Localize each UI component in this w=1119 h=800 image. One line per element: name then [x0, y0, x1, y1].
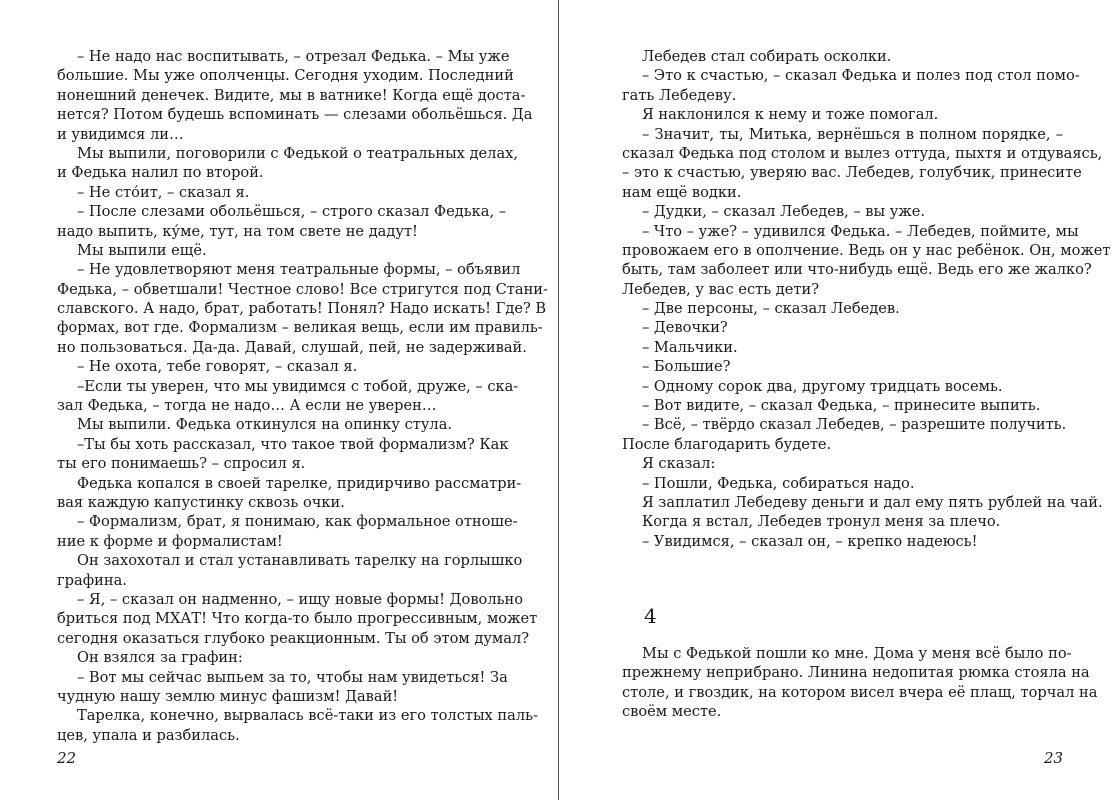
- text-line: бриться под МХАТ! Что когда-то было прогрессивным, может: [57, 610, 538, 628]
- text-line: – Вот мы сейчас выпьем за то, чтобы нам увидеться! За: [77, 668, 508, 686]
- text-line: – Дудки, – сказал Лебедев, – вы уже.: [642, 203, 926, 221]
- text-line: –Если ты уверен, что мы увидимся с тобой, друже, – ска-: [77, 377, 519, 395]
- text-line: – Не удовлетворяют меня театральные формы, – объявил: [77, 261, 521, 279]
- text-line: Мы с Федькой пошли ко мне. Дома у меня всё было по-: [642, 645, 1072, 662]
- text-line: гать Лебедеву.: [622, 86, 737, 104]
- text-line: ты его понимаешь? – спросил я.: [57, 455, 306, 473]
- text-line: – Одному сорок два, другому тридцать восемь.: [642, 377, 1003, 395]
- text-line: славского. А надо, брат, работать! Понял? Надо искать! Где? В: [57, 300, 547, 318]
- text-line: – это к счастью, уверяю вас. Лебедев, голубчик, принесите: [622, 164, 1082, 182]
- text-line: – Я, – сказал он надменно, – ищу новые формы! Довольно: [77, 590, 524, 608]
- text-line: сказал Федька под столом и вылез оттуда, пыхтя и отдуваясь,: [622, 144, 1103, 162]
- text-line: – Формализм, брат, я понимаю, как формальное отноше-: [77, 513, 518, 531]
- text-line: нам ещё водки.: [622, 183, 742, 201]
- text-line: вая каждую капустинку сквозь очки.: [57, 493, 345, 511]
- chapter-number: 4: [644, 604, 657, 628]
- text-line: – Не охота, тебе говорят, – сказал я.: [77, 358, 358, 376]
- text-line: и Федька налил по второй.: [57, 164, 264, 182]
- text-line: – Большие?: [642, 358, 731, 376]
- text-line: столе, и гвоздик, на котором висел вчера её плащ, торчал на: [622, 683, 1098, 701]
- text-line: – Что – уже? – удивился Федька. – Лебедев, поймите, мы: [642, 222, 1079, 240]
- text-line: Лебедев, у вас есть дети?: [622, 280, 820, 298]
- text-line: быть, там заболеет или что-нибудь ещё. Ведь его же жалко?: [622, 261, 1092, 279]
- page-number-right: 23: [1044, 749, 1064, 767]
- text-line: Федька, – обветшали! Честное слово! Все стригутся под Стани-: [57, 280, 548, 298]
- text-line: – Вот видите, – сказал Федька, – принесите выпить.: [642, 397, 1041, 415]
- page-number-left: 22: [57, 749, 77, 767]
- text-line: –Ты бы хоть рассказал, что такое твой формализм? Как: [77, 435, 509, 453]
- text-line: Когда я встал, Лебедев тронул меня за плечо.: [642, 513, 1001, 531]
- text-line: зал Федька, – тогда не надо… А если не уверен…: [57, 397, 437, 415]
- text-line: большие. Мы уже ополченцы. Сегодня уходим. Последний: [57, 67, 514, 85]
- text-line: чудную нашу землю минус фашизм! Давай!: [57, 687, 399, 705]
- text-line: графина.: [57, 571, 127, 589]
- text-line: Федька копался в своей тарелке, придирчиво рассматри-: [77, 474, 522, 492]
- page-gutter-divider: [558, 0, 559, 800]
- text-line: и увидимся ли…: [57, 125, 184, 143]
- text-line: своём месте.: [622, 703, 722, 721]
- right-page: [622, 47, 1111, 551]
- text-line: – Значит, ты, Митька, вернёшься в полном порядке, –: [642, 125, 1063, 143]
- text-line: – Всё, – твёрдо сказал Лебедев, – разрешите получить.: [642, 416, 1067, 434]
- text-line: Мы выпили. Федька откинулся на опинку стула.: [77, 416, 453, 434]
- text-line: Лебедев стал собирать осколки.: [642, 48, 892, 65]
- text-line: цев, упала и разбилась.: [57, 726, 240, 744]
- text-line: Тарелка, конечно, вырвалась всё-таки из его толстых паль-: [77, 707, 539, 725]
- chapter-opening-text: [622, 644, 1098, 722]
- left-page: [57, 47, 548, 745]
- text-line: Он захохотал и стал устанавливать тарелку на горлышко: [77, 552, 523, 570]
- text-line: – Увидимся, – сказал он, – крепко надеюсь!: [642, 532, 978, 550]
- text-line: прежнему неприбрано. Линина недопитая рюмка стояла на: [622, 664, 1090, 682]
- text-line: – Мальчики.: [642, 338, 738, 356]
- text-line: ние к форме и формалистам!: [57, 532, 283, 550]
- text-line: нется? Потом будешь вспоминать — слезами обольёшься. Да: [57, 106, 533, 124]
- text-line: сегодня оказаться глубоко реакционным. Ты об этом думал?: [57, 629, 530, 647]
- text-line: Я сказал:: [642, 455, 716, 473]
- text-line: но пользоваться. Да-да. Давай, слушай, пей, не задерживай.: [57, 338, 527, 356]
- text-line: Мы выпили ещё.: [77, 241, 207, 259]
- text-line: – После слезами обольёшься, – строго сказал Федька, –: [77, 203, 507, 221]
- text-line: формах, вот где. Формализм – великая вещь, если им правиль-: [57, 319, 543, 337]
- text-line: Мы выпили, поговорили с Федькой о театральных делах,: [77, 144, 519, 162]
- text-line: – Пошли, Федька, собираться надо.: [642, 474, 915, 492]
- text-line: нонешний денечек. Видите, мы в ватнике! Когда ещё доста-: [57, 86, 526, 104]
- text-line: – Это к счастью, – сказал Федька и полез под стол помо-: [642, 67, 1080, 85]
- text-line: Я заплатил Лебедеву деньги и дал ему пять рублей на чай.: [642, 493, 1103, 511]
- text-line: – Девочки?: [642, 319, 728, 337]
- left-page-text: [57, 47, 548, 745]
- text-line: провожаем его в ополчение. Ведь он у нас ребёнок. Он, может: [622, 241, 1111, 259]
- text-line: – Две персоны, – сказал Лебедев.: [642, 300, 900, 318]
- text-line: После благодарить будете.: [622, 435, 832, 453]
- text-line: – Не сто́ит, – сказал я.: [77, 183, 250, 201]
- right-page-text: [622, 47, 1111, 551]
- text-line: Он взялся за графин:: [77, 649, 243, 667]
- text-line: – Не надо нас воспитывать, – отрезал Федька. – Мы уже: [77, 48, 510, 65]
- text-line: Я наклонился к нему и тоже помогал.: [642, 106, 939, 124]
- text-line: надо выпить, ку́ме, тут, на том свете не дадут!: [57, 222, 418, 240]
